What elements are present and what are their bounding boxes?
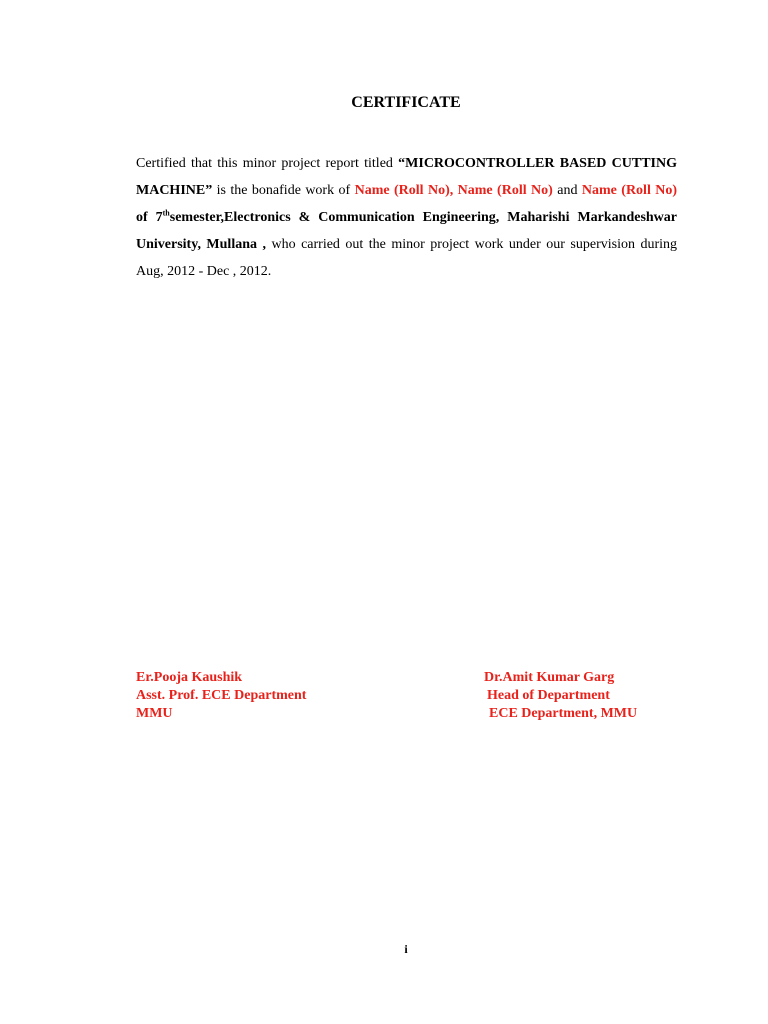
- para-bonafide-text: is the bonafide work of: [212, 183, 355, 198]
- para-intro-text: Certified that this minor project report titled: [136, 156, 399, 171]
- page-number: i: [404, 942, 408, 956]
- signatory-right-organization: ECE Department, MMU: [489, 706, 638, 721]
- para-semester-prefix: of 7: [136, 210, 163, 225]
- signatory-left: [136, 669, 306, 723]
- semester-ordinal-suffix: th: [162, 208, 170, 218]
- signatory-left-name: Er.Pooja Kaushik: [136, 670, 243, 685]
- signatory-right: [484, 669, 637, 723]
- certificate-paragraph: [136, 150, 677, 285]
- student-names-first: Name (Roll No), Name (Roll No): [354, 183, 553, 198]
- signatory-left-organization: MMU: [136, 706, 173, 721]
- signatory-left-designation: Asst. Prof. ECE Department: [136, 688, 307, 703]
- signatory-right-designation: Head of Department: [487, 688, 610, 703]
- project-title: “MICROCONTROLLER BASED CUTTING MACHINE”: [136, 156, 678, 198]
- para-supervision-text: who carried out the minor project work under our supervision during Aug, 2012 - Dec , 2012.: [136, 237, 677, 279]
- student-name-third: Name (Roll No): [581, 183, 678, 198]
- signatory-right-name: Dr.Amit Kumar Garg: [484, 670, 615, 685]
- para-and-text: and: [552, 183, 582, 198]
- department-university: semester,Electronics & Communication Engineering, Maharishi Markandeshwar University, Mullana ,: [136, 210, 678, 252]
- certificate-title: CERTIFICATE: [351, 94, 461, 111]
